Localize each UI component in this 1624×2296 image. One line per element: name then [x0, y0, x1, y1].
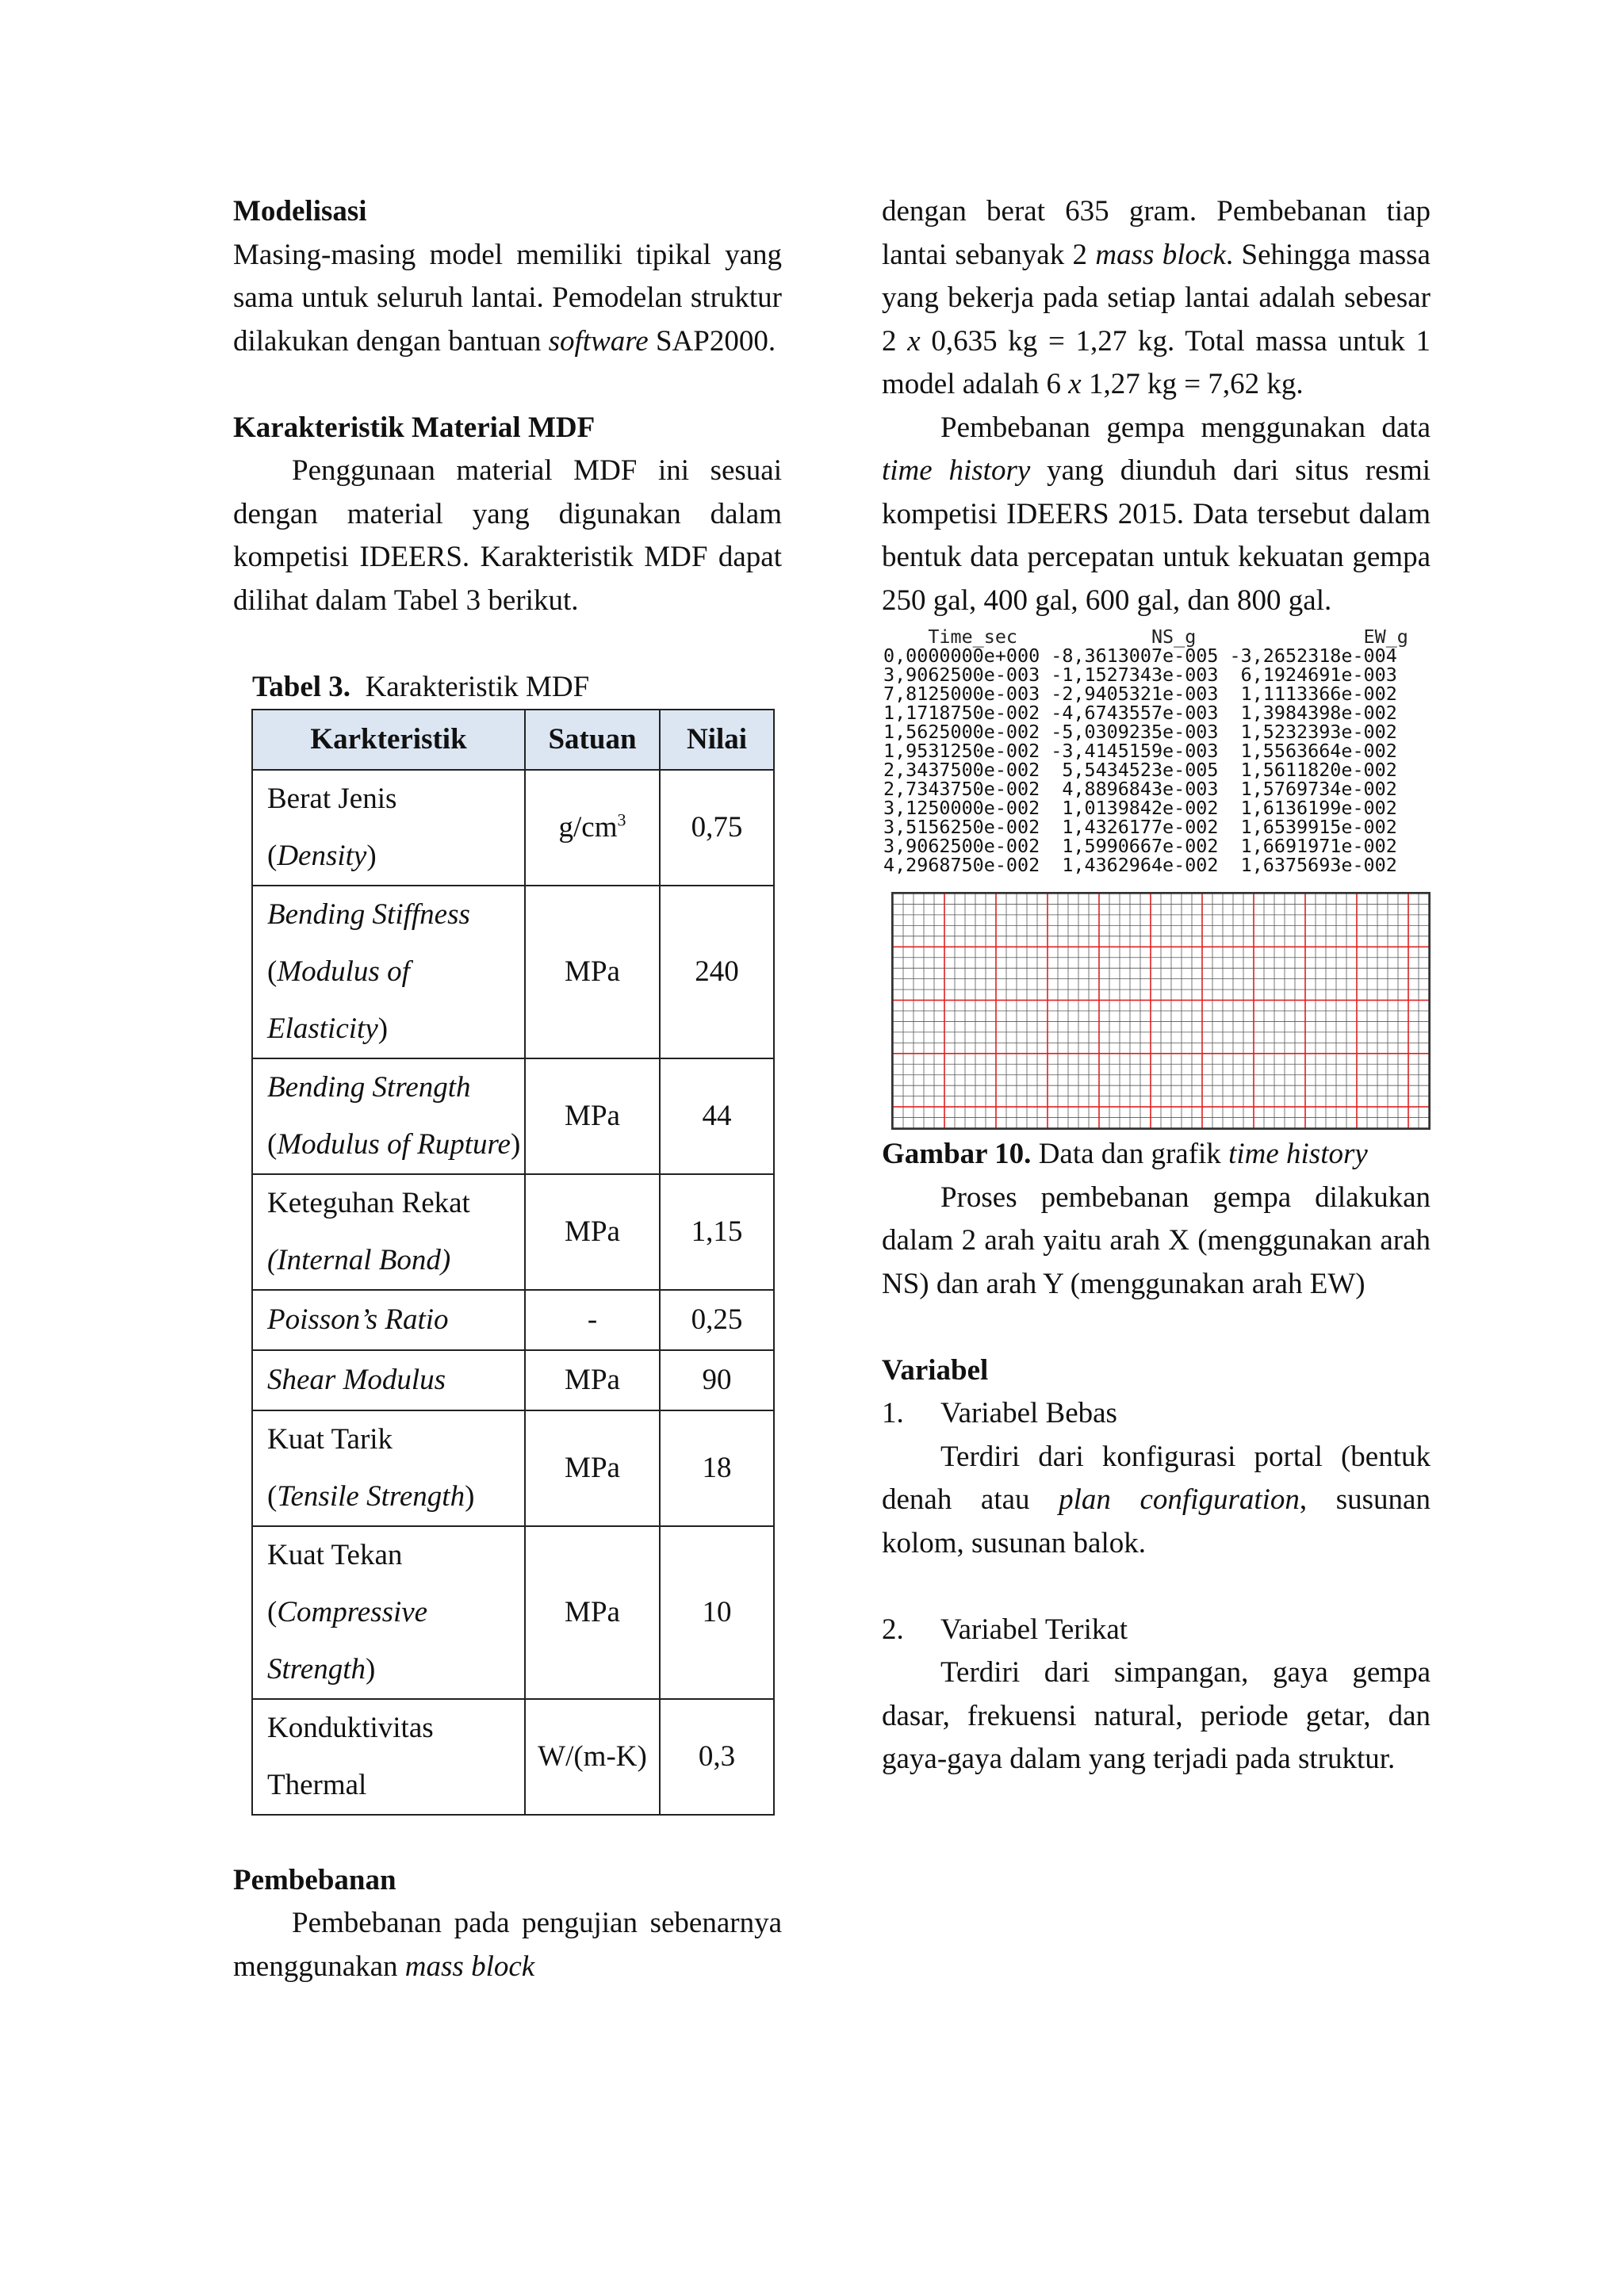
property-unit: MPa	[525, 886, 660, 1058]
property-value: 0,75	[660, 770, 774, 886]
mdf-properties-table	[251, 709, 775, 1816]
section-heading-material: Karakteristik Material MDF	[233, 411, 596, 444]
property-name: Kuat Tekan (Compressive Strength)	[252, 1526, 525, 1699]
listing-row: 3,9062500e-002 1,5990667e-002 1,6691971e-002	[883, 835, 1397, 857]
time-history-graph	[893, 894, 1429, 1128]
right-column	[882, 190, 1431, 1781]
listing-row: 1,5625000e-002 -5,0309235e-003 1,5232393e-002	[883, 721, 1397, 743]
table-header-row	[252, 710, 774, 770]
listing-row: 3,5156250e-002 1,4326177e-002 1,6539915e-002	[883, 816, 1397, 838]
paragraph-mass: dengan berat 635 gram. Pembebanan tiap lantai sebanyak 2 mass block. Sehingga massa yang bekerja pada setiap lantai adalah sebesar 2 x 0,635 kg = 1,27 kg. Total massa untuk 1 model adalah 6 x 1,27 kg = 7,62 kg.	[882, 195, 1431, 400]
paragraph-earthquake: Pembebanan gempa menggunakan data time history yang diunduh dari situs resmi kompetisi IDEERS 2015. Data tersebut dalam bentuk data percepatan untuk kekuatan gempa 250 gal, 400 gal, 600 gal, dan 800 gal.	[882, 411, 1431, 617]
table-row	[252, 886, 774, 1058]
paragraph-material: Penggunaan material MDF ini sesuai dengan material yang digunakan dalam kompetisi IDEERS. Karakteristik MDF dapat dilihat dalam Tabel 3 berikut.	[233, 454, 782, 617]
property-name: Shear Modulus	[252, 1350, 525, 1410]
property-value: 90	[660, 1350, 774, 1410]
time-history-data-listing	[883, 627, 1431, 874]
section-heading-modelisasi: Modelisasi	[233, 195, 367, 228]
table-row	[252, 1350, 774, 1410]
property-unit: W/(m-K)	[525, 1699, 660, 1815]
property-name: Berat Jenis (Density)	[252, 770, 525, 886]
property-unit: $g/cm^3$	[525, 770, 660, 886]
list-item: 1. Variabel Bebas Terdiri dari konfigurasi portal (bentuk denah atau plan configuration, susunan kolom, susunan balok.	[882, 1397, 1431, 1559]
property-unit: MPa	[525, 1526, 660, 1699]
property-value: 1,15	[660, 1174, 774, 1290]
table-row	[252, 1290, 774, 1350]
property-name: Bending Strength (Modulus of Rupture)	[252, 1058, 525, 1174]
column-header: Nilai	[660, 710, 774, 770]
variable-list	[882, 1392, 1431, 1781]
property-value: 0,3	[660, 1699, 774, 1815]
table-row	[252, 1526, 774, 1699]
listing-row: 2,7343750e-002 4,8896843e-003 1,5769734e-002	[883, 778, 1397, 800]
column-header: Satuan	[525, 710, 660, 770]
table-row	[252, 1699, 774, 1815]
section-heading-pembebanan: Pembebanan	[233, 1863, 396, 1896]
property-unit: MPa	[525, 1410, 660, 1526]
listing-row: 1,1718750e-002 -4,6743557e-003 1,3984398e-002	[883, 702, 1397, 724]
listing-row: 1,9531250e-002 -3,4145159e-003 1,5563664e-002	[883, 740, 1397, 762]
listing-row: 0,0000000e+000 -8,3613007e-005 -3,2652318e-004	[883, 645, 1397, 667]
property-value: 18	[660, 1410, 774, 1526]
property-value: 240	[660, 886, 774, 1058]
property-value: 44	[660, 1058, 774, 1174]
left-column	[233, 190, 782, 1988]
property-name: Konduktivitas Thermal	[252, 1699, 525, 1815]
paragraph-pembebanan: Pembebanan pada pengujian sebenarnya menggunakan mass block	[233, 1907, 782, 1983]
property-unit: MPa	[525, 1174, 660, 1290]
property-name: Poisson’s Ratio	[252, 1290, 525, 1350]
listing-row: 7,8125000e-003 -2,9405321e-003 1,1113366e-002	[883, 683, 1397, 705]
listing-header: Time_sec NS_g EW_g	[883, 626, 1408, 648]
paragraph-direction: Proses pembebanan gempa dilakukan dalam 2 arah yaitu arah X (menggunakan arah NS) dan arah Y (menggunakan arah EW)	[882, 1181, 1431, 1300]
listing-row: 3,1250000e-002 1,0139842e-002 1,6136199e-002	[883, 797, 1397, 819]
table-row	[252, 770, 774, 886]
property-name: Keteguhan Rekat (Internal Bond)	[252, 1174, 525, 1290]
listing-row: 4,2968750e-002 1,4362964e-002 1,6375693e-002	[883, 854, 1397, 876]
table-row	[252, 1058, 774, 1174]
paragraph-modelisasi: Masing-masing model memiliki tipikal yang sama untuk seluruh lantai. Pemodelan struktur dilakukan dengan bantuan software SAP2000.	[233, 238, 782, 358]
listing-row: 2,3437500e-002 5,5434523e-005 1,5611820e-002	[883, 759, 1397, 781]
column-header: Karkteristik	[252, 710, 525, 770]
property-name: Kuat Tarik (Tensile Strength)	[252, 1410, 525, 1526]
property-unit: MPa	[525, 1058, 660, 1174]
list-item: 2. Variabel Terikat Terdiri dari simpangan, gaya gempa dasar, frekuensi natural, periode getar, dan gaya-gaya dalam yang terjadi pada struktur.	[882, 1613, 1431, 1775]
time-history-plot	[891, 892, 1431, 1130]
figure-caption: Gambar 10. Data dan grafik time history	[882, 1138, 1368, 1170]
property-unit: -	[525, 1290, 660, 1350]
table-caption: Tabel 3. Karakteristik MDF	[252, 670, 590, 703]
property-unit: MPa	[525, 1350, 660, 1410]
listing-row: 3,9062500e-003 -1,1527343e-003 6,1924691e-003	[883, 664, 1397, 686]
section-heading-variabel: Variabel	[882, 1353, 989, 1387]
property-value: 0,25	[660, 1290, 774, 1350]
table-row	[252, 1410, 774, 1526]
property-value: 10	[660, 1526, 774, 1699]
table-row	[252, 1174, 774, 1290]
property-name: Bending Stiffness (Modulus of Elasticity)	[252, 886, 525, 1058]
